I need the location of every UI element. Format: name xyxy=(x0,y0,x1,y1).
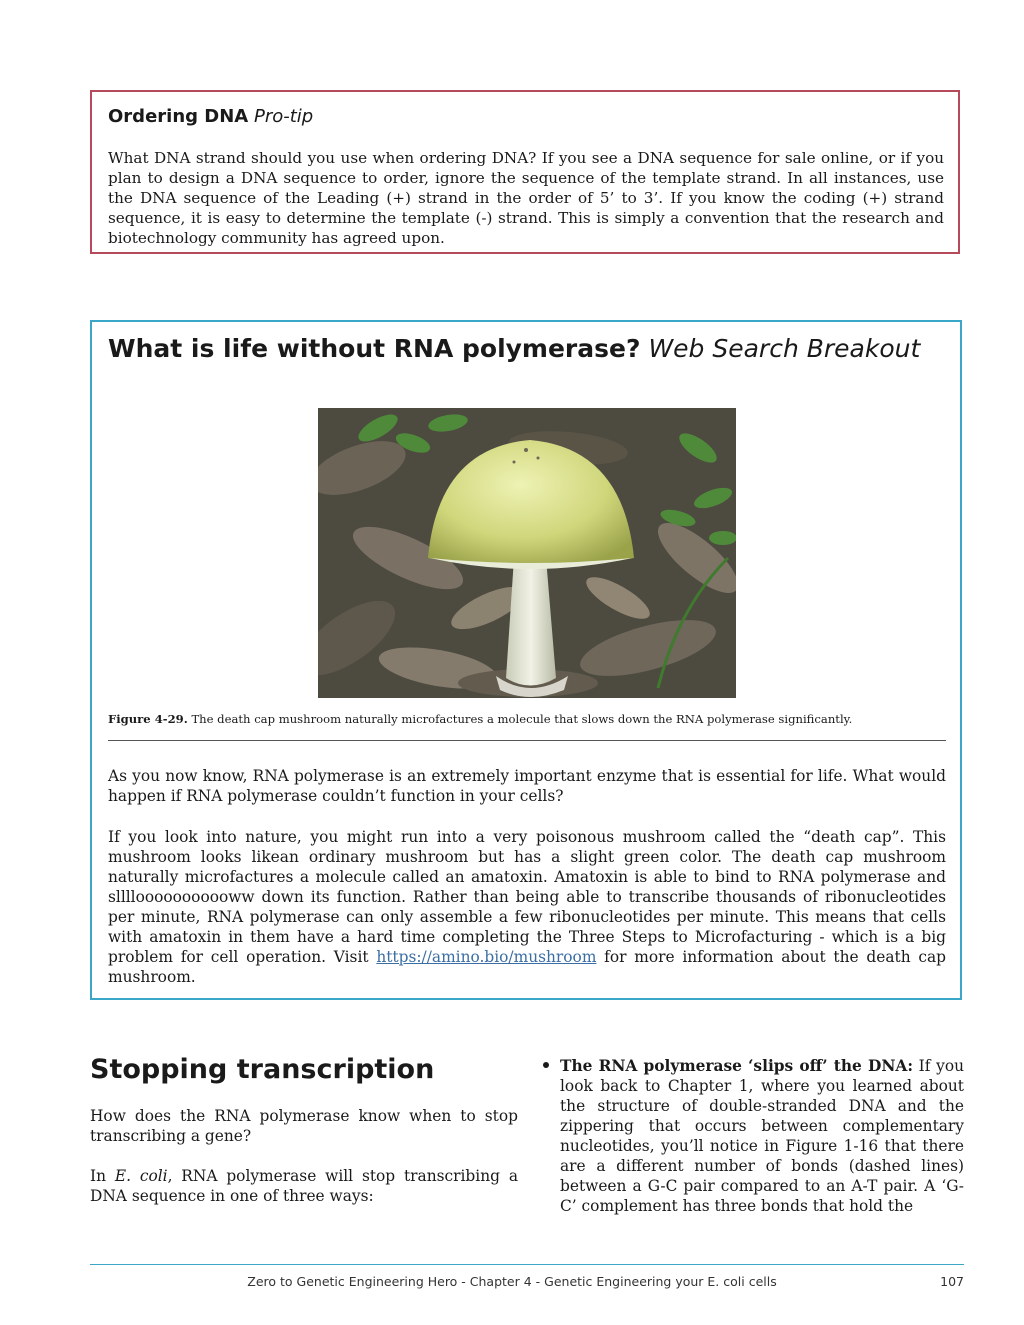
breakout-paragraph-2 xyxy=(108,827,946,987)
bullet-body: If you look back to Chapter 1, where you learned about the structure of double-stranded DNA and the zippering that occurs between complementary nucleotides, you’ll notice in Figure 1-16 that there are a different number of bonds (dashed lines) between a G-C pair compared to an A-T pair. A ‘G-C’ complement has three bonds that hold the xyxy=(560,1057,964,1215)
pro-tip-box xyxy=(90,90,960,254)
breakout-title-bold: What is life without RNA polymerase? xyxy=(108,334,641,363)
footer-title: Zero to Genetic Engineering Hero - Chapter 4 - Genetic Engineering your E. coli cells xyxy=(247,1274,777,1289)
section-paragraph-2 xyxy=(90,1166,518,1206)
section-paragraph-2-end: , RNA polymerase will stop transcribing a DNA sequence in one of three ways: xyxy=(90,1167,518,1205)
section-paragraph-1: How does the RNA polymerase know when to stop transcribing a gene? xyxy=(90,1107,518,1145)
page-number: 107 xyxy=(940,1274,964,1289)
pro-tip-title-italic: Pro-tip xyxy=(253,106,314,127)
bullet-heading: The RNA polymerase ‘slips off’ the DNA: xyxy=(560,1057,914,1075)
footer-divider xyxy=(90,1264,964,1265)
pro-tip-title xyxy=(108,106,313,127)
breakout-title-italic: Web Search Breakout xyxy=(648,334,921,363)
breakout-paragraph-2-text: If you look into nature, you might run into a very poisonous mushroom called the “death cap”. This mushroom looks likean ordinary mushroom but has a slight green color. The death cap mushroom naturally microfactures a molecule called an amatoxin. Amatoxin is able to bind to RNA polymerase and sllllooooooooooww down its function. Rather than being able to transcribe thousands of ribonucleotides per minute, RNA polymerase can only assemble a few ribonucleotides per minute. This means that cells with amatoxin in them have a hard time completing the Three Steps to Microfacturing - which is a big problem for cell operation. Visit xyxy=(108,828,946,966)
section-paragraph-2-start: In xyxy=(90,1167,115,1185)
figure-label: Figure 4-29. xyxy=(108,712,188,726)
web-search-breakout-box xyxy=(90,320,962,1000)
mushroom-link[interactable]: https://amino.bio/mushroom xyxy=(376,948,597,966)
bullet-icon xyxy=(543,1062,549,1068)
death-cap-mushroom-photo xyxy=(318,408,736,698)
breakout-paragraph-1: As you now know, RNA polymerase is an extremely important enzyme that is essential for life. What would happen if RNA polymerase couldn’t function in your cells? xyxy=(108,767,946,805)
e-coli-italic: E. coli xyxy=(114,1167,168,1185)
pro-tip-body: What DNA strand should you use when ordering DNA? If you see a DNA sequence for sale online, or if you plan to design a DNA sequence to order, ignore the sequence of the template strand. In all instances, use the DNA sequence of the Leading (+) strand in the order of 5’ to 3’. If you know the coding (+) strand sequence, it is easy to determine the template (-) strand. This is simply a convention that the research and biotechnology community has agreed upon. xyxy=(108,149,944,247)
caption-divider xyxy=(108,740,946,741)
section-heading: Stopping transcription xyxy=(90,1054,435,1085)
bullet-list-item xyxy=(560,1056,964,1218)
pro-tip-title-bold: Ordering DNA xyxy=(108,106,249,127)
breakout-paragraph-2-end: for more information about the death cap mushroom. xyxy=(108,948,947,986)
figure-caption xyxy=(108,712,948,726)
figure-caption-text: The death cap mushroom naturally microfactures a molecule that slows down the RNA polymerase significantly. xyxy=(191,712,853,726)
breakout-title xyxy=(108,334,920,363)
